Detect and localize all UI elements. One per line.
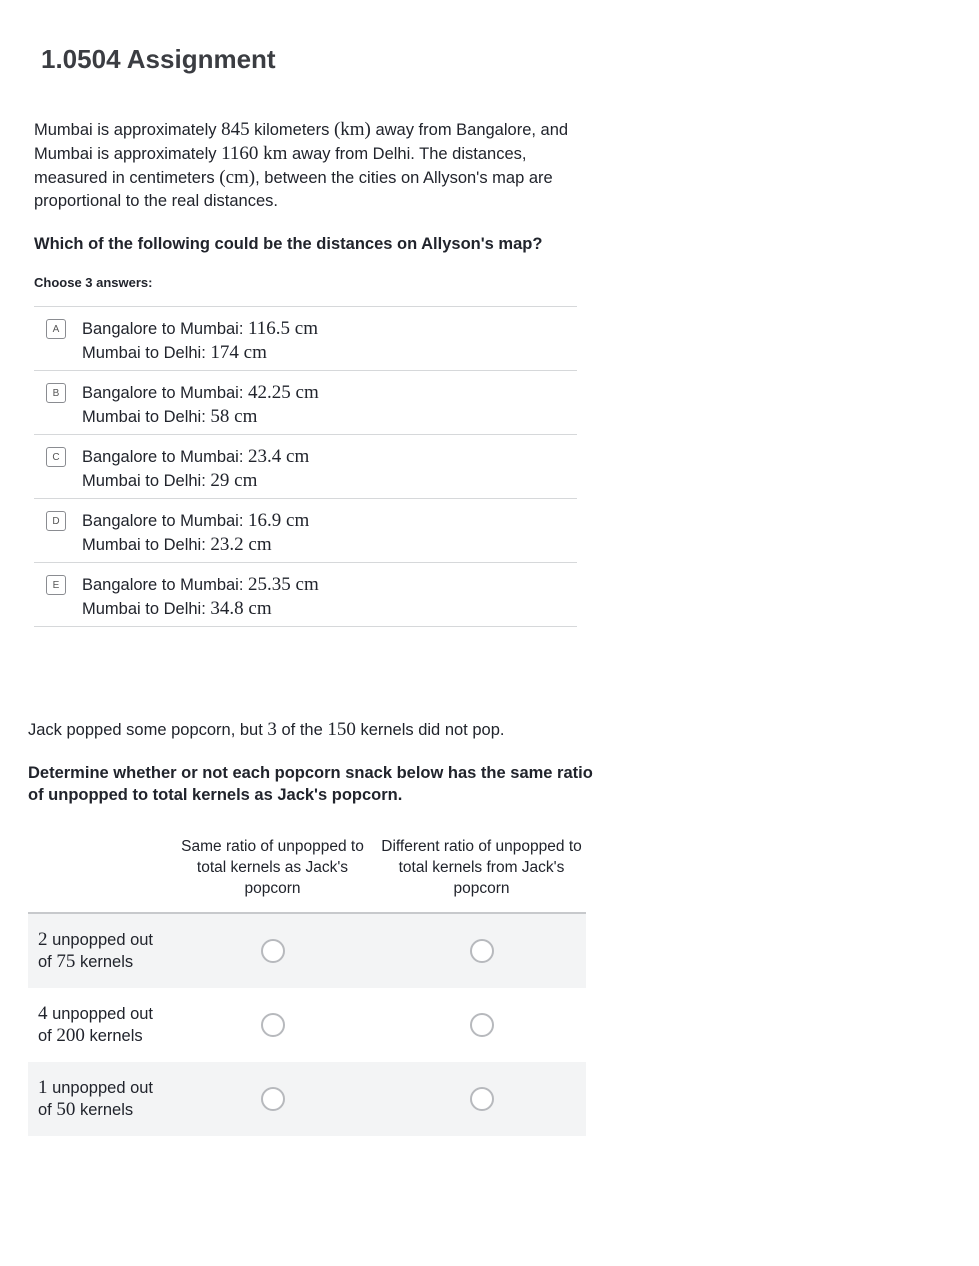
question-2-prompt: Determine whether or not each popcorn snack below has the same ratio of unpopped to total kernels as Jack's popcorn.: [28, 764, 593, 804]
cell-different: [377, 1013, 586, 1037]
stem-math: 845: [221, 119, 250, 140]
radio-different[interactable]: [470, 1087, 494, 1111]
stem-math: 1160 km: [221, 143, 288, 164]
row-text: of: [38, 1027, 57, 1045]
cell-different: [377, 939, 586, 963]
row-label: [28, 1003, 168, 1047]
column-header-same: Same ratio of unpopped to total kernels as Jack's popcorn: [181, 838, 364, 897]
radio-different[interactable]: [470, 1013, 494, 1037]
question-1-prompt: Which of the following could be the distances on Allyson's map?: [34, 235, 543, 253]
choice-letter-checkbox[interactable]: C: [46, 447, 66, 467]
choice-list: [34, 306, 577, 627]
choice-label: Mumbai to Delhi:: [82, 408, 211, 426]
choice-a[interactable]: [34, 307, 577, 371]
page-title: 1.0504 Assignment: [41, 44, 276, 74]
choice-label: Mumbai to Delhi:: [82, 344, 211, 362]
row-math: 200: [56, 1025, 85, 1046]
table-row: [28, 988, 586, 1062]
choice-letter-checkbox[interactable]: B: [46, 383, 66, 403]
row-text: kernels: [75, 1101, 134, 1119]
choice-text: [82, 445, 309, 493]
choice-text: [82, 317, 318, 365]
choice-value: 34.8 cm: [210, 598, 272, 619]
row-text: kernels: [75, 953, 134, 971]
cell-same: [168, 1087, 377, 1111]
ratio-table: [28, 836, 586, 1136]
row-math: 4: [38, 1003, 48, 1024]
choice-label: Bangalore to Mumbai:: [82, 320, 249, 338]
choice-label: Bangalore to Mumbai:: [82, 384, 249, 402]
choice-label: Mumbai to Delhi:: [82, 536, 211, 554]
choice-label: Mumbai to Delhi:: [82, 472, 211, 490]
question-1-stem: [34, 118, 594, 213]
choice-d[interactable]: [34, 499, 577, 563]
row-math: 75: [56, 951, 76, 972]
row-text: unpopped out: [47, 1079, 154, 1097]
stem-text: away from Bangalore, and Mumbai is approximately: [34, 121, 569, 163]
choice-letter-checkbox[interactable]: E: [46, 575, 66, 595]
choice-value: 25.35 cm: [248, 574, 319, 595]
choice-value: 116.5 cm: [248, 318, 319, 339]
stem-text: kernels did not pop.: [355, 721, 505, 739]
row-label: [28, 1077, 168, 1121]
stem-text: Mumbai is approximately: [34, 121, 222, 139]
table-header: [28, 836, 586, 914]
choice-text: [82, 381, 319, 429]
cell-different: [377, 1087, 586, 1111]
table-row: [28, 914, 586, 988]
stem-math: 150: [327, 719, 356, 740]
choice-label: Mumbai to Delhi:: [82, 600, 211, 618]
choice-c[interactable]: [34, 435, 577, 499]
choice-text: [82, 509, 309, 557]
choice-value: 58 cm: [210, 406, 258, 427]
cell-same: [168, 1013, 377, 1037]
question-2-stem: [28, 718, 598, 742]
cell-same: [168, 939, 377, 963]
choice-value: 42.25 cm: [248, 382, 319, 403]
stem-text: of the: [276, 721, 328, 739]
row-text: kernels: [84, 1027, 143, 1045]
row-math: 50: [56, 1099, 76, 1120]
stem-text: kilometers: [249, 121, 334, 139]
stem-text: , between the cities on Allyson's map are proportional to the real distances.: [34, 169, 553, 210]
choice-value: 23.2 cm: [210, 534, 272, 555]
row-text: of: [38, 1101, 57, 1119]
radio-different[interactable]: [470, 939, 494, 963]
header-spacer: [28, 836, 168, 912]
row-math: 2: [38, 929, 48, 950]
row-text: unpopped out: [47, 931, 154, 949]
choice-b[interactable]: [34, 371, 577, 435]
row-math: 1: [38, 1077, 48, 1098]
row-text: of: [38, 953, 57, 971]
row-label: [28, 929, 168, 973]
choice-text: [82, 573, 319, 621]
column-header-different: Different ratio of unpopped to total kernels from Jack's popcorn: [381, 838, 582, 897]
choice-label: Bangalore to Mumbai:: [82, 448, 249, 466]
question-2: [28, 718, 598, 806]
choice-label: Bangalore to Mumbai:: [82, 512, 249, 530]
choice-letter-checkbox[interactable]: D: [46, 511, 66, 531]
choice-value: 16.9 cm: [248, 510, 310, 531]
stem-math: (cm): [219, 167, 256, 188]
question-1: [34, 118, 594, 627]
table-row: [28, 1062, 586, 1136]
choose-label: Choose 3 answers:: [34, 275, 153, 290]
radio-same[interactable]: [261, 1013, 285, 1037]
choice-value: 23.4 cm: [248, 446, 310, 467]
stem-text: Jack popped some popcorn, but: [28, 721, 268, 739]
choice-e[interactable]: [34, 563, 577, 627]
choice-label: Bangalore to Mumbai:: [82, 576, 249, 594]
row-text: unpopped out: [47, 1005, 154, 1023]
stem-math: (km): [333, 119, 371, 140]
radio-same[interactable]: [261, 939, 285, 963]
stem-text: away from Delhi. The distances, measured in centimeters: [34, 145, 527, 187]
choice-value: 29 cm: [210, 470, 258, 491]
choice-letter-checkbox[interactable]: A: [46, 319, 66, 339]
choice-value: 174 cm: [210, 342, 267, 363]
radio-same[interactable]: [261, 1087, 285, 1111]
stem-math: 3: [267, 719, 277, 740]
